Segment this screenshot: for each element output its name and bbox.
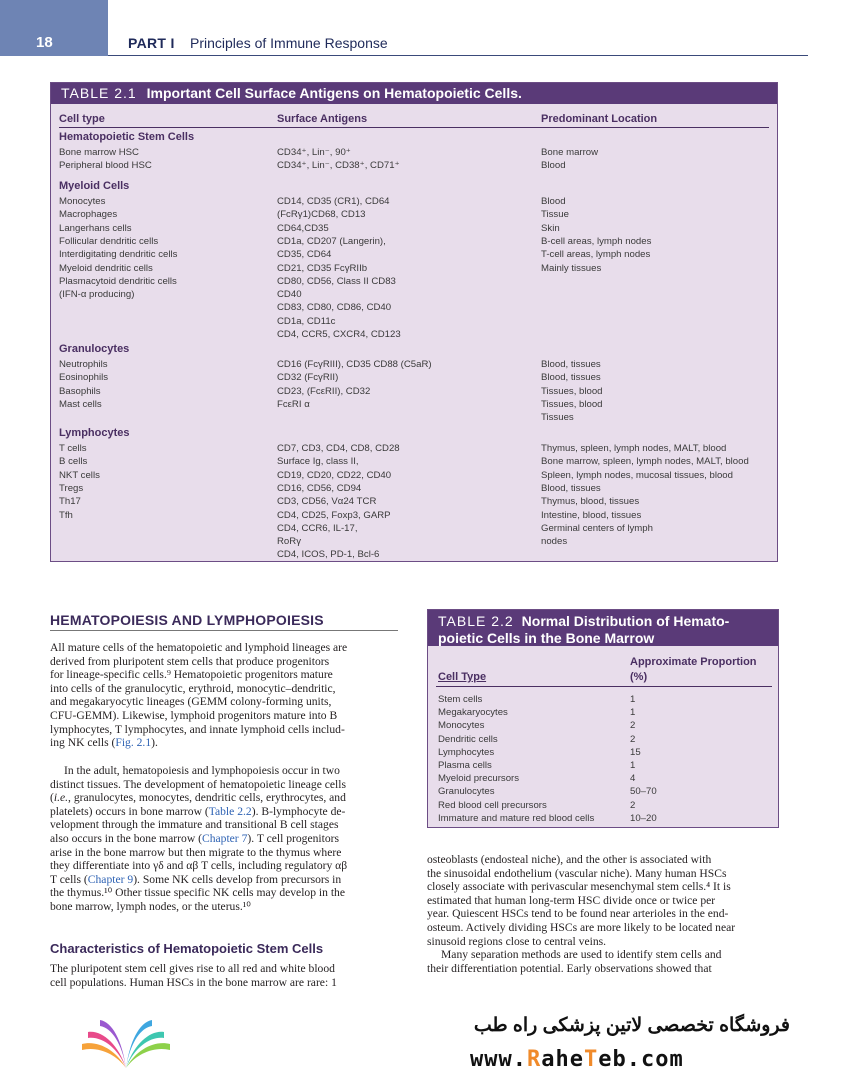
text-run: platelets) occurs in bone marrow ( xyxy=(50,804,209,818)
text-line xyxy=(50,873,398,887)
table-cell-cell-type: Plasma cells xyxy=(438,760,492,771)
table-2-1-title xyxy=(51,83,777,104)
section-heading: HEMATOPOIESIS AND LYMPHOPOIESIS xyxy=(50,612,324,628)
table-2-1 xyxy=(50,82,778,562)
text-line: sinusoid regions close to central veins. xyxy=(427,934,607,948)
table-cell-surface-antigens: CD16 (FcγRIII), CD35 CD88 (C5aR) xyxy=(277,359,432,370)
table-caption-line: Normal Distribution of Hemato- xyxy=(521,613,730,629)
text-line: the sinusoidal endothelium (vascular niche). Many human HSCs xyxy=(427,866,727,880)
table-2-2-title xyxy=(428,610,778,646)
table-cell-cell-type: Th17 xyxy=(59,496,81,508)
table-cell-cell-type: Immature and mature red blood cells xyxy=(438,812,595,824)
table-cell-surface-antigens: CD3, CD56, Vα24 TCR xyxy=(277,496,377,508)
table-cell-surface-antigens: CD4, CCR5, CXCR4, CD123 xyxy=(277,329,401,340)
table-cell-surface-antigens: FcεRI α xyxy=(277,398,310,410)
table-cell-cell-type: Megakaryocytes xyxy=(438,707,508,719)
text-line: their differentiation potential. Early observations showed that xyxy=(427,961,712,975)
text-line: bone marrow, lymph nodes, or the uterus.¹⁰ xyxy=(50,899,251,913)
header-rule xyxy=(436,686,772,687)
table-cell-location: Bone marrow, spleen, lymph nodes, MALT, blood xyxy=(541,456,749,468)
table-2-2 xyxy=(427,609,779,828)
group-heading: Granulocytes xyxy=(59,343,130,355)
table-cell-proportion: 1 xyxy=(630,760,636,771)
table-cell-location: Tissues, blood xyxy=(541,398,603,410)
table-cell-cell-type: Bone marrow HSC xyxy=(59,147,139,158)
text-line: and megakaryocytic lineages (GEMM colony-forming units, xyxy=(50,695,332,709)
text-run: i.e. xyxy=(53,791,69,805)
column-header-location: Predominant Location xyxy=(541,113,658,125)
table-cell-surface-antigens: CD34⁺, Lin⁻, 90⁺ xyxy=(277,147,351,158)
table-cell-cell-type: Interdigitating dendritic cells xyxy=(59,249,178,261)
text-line: into cells of the granulocytic, erythroid, monocytic–dendritic, xyxy=(50,681,336,695)
table-cell-proportion: 1 xyxy=(630,694,636,705)
text-line: Many separation methods are used to identify stem cells and xyxy=(441,948,722,962)
table-cell-surface-antigens: CD32 (FcγRII) xyxy=(277,372,339,384)
table-cell-proportion: 1 xyxy=(630,707,636,719)
column-header-proportion: Approximate Proportion xyxy=(630,656,757,668)
text-line: for lineage-specific cells.⁹ Hematopoietic progenitors mature xyxy=(50,668,333,682)
table-cell-location: Bone marrow xyxy=(541,147,599,158)
table-cell-surface-antigens: Surface Ig, class II, xyxy=(277,456,359,468)
table-cell-location: Blood xyxy=(541,160,566,172)
table-cell-cell-type: Red blood cell precursors xyxy=(438,799,547,811)
table-cell-surface-antigens: CD34⁺, Lin⁻, CD38⁺, CD71⁺ xyxy=(277,160,400,172)
table-cell-surface-antigens: CD19, CD20, CD22, CD40 xyxy=(277,469,392,481)
text-line xyxy=(50,736,398,750)
table-cell-location: Germinal centers of lymph xyxy=(541,522,653,534)
table-cell-location: Blood, tissues xyxy=(541,482,601,494)
text-line: In the adult, hematopoiesis and lymphopoiesis occur in two xyxy=(64,764,340,777)
table-cell-location: B-cell areas, lymph nodes xyxy=(541,235,652,247)
text-line: distinct tissues. The development of hematopoietic lineage cells xyxy=(50,777,346,791)
table-cell-surface-antigens: RoRγ xyxy=(277,536,301,548)
url-part: ahe xyxy=(541,1047,584,1072)
paragraph-1 xyxy=(50,641,398,750)
table-cell-cell-type: Myeloid dendritic cells xyxy=(59,262,153,274)
table-cell-cell-type: Neutrophils xyxy=(59,359,108,370)
shop-name: فروشگاه تخصصی لاتین پزشکی راه طب xyxy=(473,1015,790,1036)
header-rule xyxy=(108,55,808,56)
column-header-percent: (%) xyxy=(630,671,648,683)
part-label: PART I xyxy=(128,35,175,51)
table-caption: Important Cell Surface Antigens on Hematopoietic Cells. xyxy=(146,85,522,101)
table-cell-location: Tissue xyxy=(541,209,569,221)
table-cell-surface-antigens: CD4, CCR6, IL-17, xyxy=(277,522,358,534)
chapter-link[interactable]: Chapter 7 xyxy=(201,831,248,845)
text-line: arise in the bone marrow but then migrate to the thymus where xyxy=(50,845,342,859)
group-heading: Lymphocytes xyxy=(59,427,130,439)
table-cell-surface-antigens: CD35, CD64 xyxy=(277,249,332,261)
page-number: 18 xyxy=(36,34,53,51)
table-cell-location: Thymus, spleen, lymph nodes, MALT, blood xyxy=(541,443,727,454)
text-line: the thymus.¹⁰ Other tissue specific NK cells may develop in the xyxy=(50,886,346,900)
table-cell-surface-antigens: CD23, (FcεRII), CD32 xyxy=(277,385,371,397)
paragraph-3 xyxy=(50,962,398,989)
url-part: T xyxy=(583,1047,599,1072)
figure-link[interactable]: Fig. 2.1 xyxy=(115,736,152,750)
table-cell-surface-antigens: CD64,CD35 xyxy=(277,222,329,234)
table-cell-cell-type: Stem cells xyxy=(438,694,483,705)
table-cell-surface-antigens: CD80, CD56, Class II CD83 xyxy=(277,275,396,287)
column-header-cell-type: Cell type xyxy=(59,113,105,125)
book-logo-icon xyxy=(78,1010,174,1070)
table-cell-surface-antigens: (FcRγ1)CD68, CD13 xyxy=(277,209,366,221)
text-line xyxy=(50,791,398,805)
text-line xyxy=(50,805,398,819)
column-header-surface-antigens: Surface Antigens xyxy=(277,113,368,125)
table-cell-cell-type: Langerhans cells xyxy=(59,222,132,234)
table-cell-surface-antigens: CD21, CD35 FcγRIIb xyxy=(277,262,368,274)
table-cell-cell-type: Macrophages xyxy=(59,209,118,221)
table-cell-cell-type: NKT cells xyxy=(59,469,100,481)
table-cell-location: Blood, tissues xyxy=(541,372,601,384)
page-number-box xyxy=(0,0,108,56)
table-cell-cell-type: Monocytes xyxy=(59,196,106,207)
table-cell-cell-type: Tfh xyxy=(59,509,73,521)
text-line: osteoblasts (endosteal niche), and the other is associated with xyxy=(427,853,712,866)
table-cell-location: Mainly tissues xyxy=(541,262,602,274)
text-run: T cells ( xyxy=(50,872,88,886)
table-cell-surface-antigens: CD14, CD35 (CR1), CD64 xyxy=(277,196,390,207)
text-line: they differentiate into γδ and αβ T cells, including regulatory αβ xyxy=(50,859,348,873)
table-cell-cell-type: Peripheral blood HSC xyxy=(59,160,152,172)
group-heading: Hematopoietic Stem Cells xyxy=(59,131,195,143)
text-line: osteum. Actively dividing HSCs are more likely to be located near xyxy=(427,920,736,934)
table-number: TABLE 2.1 xyxy=(61,85,137,101)
text-line: The pluripotent stem cell gives rise to all red and white blood xyxy=(50,962,335,975)
text-run: ). B-lymphocyte de- xyxy=(251,804,346,818)
paragraph-2 xyxy=(50,764,398,914)
table-cell-cell-type: B cells xyxy=(59,456,88,468)
table-cell-cell-type: T cells xyxy=(59,443,87,454)
text-run: ). Some NK cells develop from precursors in xyxy=(133,872,342,886)
table-cell-cell-type: Myeloid precursors xyxy=(438,773,520,785)
table-cell-surface-antigens: CD40 xyxy=(277,289,302,301)
table-cell-surface-antigens: CD1a, CD207 (Langerin), xyxy=(277,235,386,247)
table-cell-location: nodes xyxy=(541,536,568,548)
group-heading: Myeloid Cells xyxy=(59,180,130,192)
table-cell-proportion: 10–20 xyxy=(630,812,657,824)
table-cell-location: Thymus, blood, tissues xyxy=(541,496,640,508)
table-cell-cell-type: Follicular dendritic cells xyxy=(59,235,159,247)
table-cell-cell-type: Lymphocytes xyxy=(438,746,495,758)
table-cell-cell-type: Plasmacytoid dendritic cells xyxy=(59,275,177,287)
text-run: ). T cell progenitors xyxy=(247,831,340,845)
table-cell-location: Tissues, blood xyxy=(541,385,603,397)
table-cell-location: Blood, tissues xyxy=(541,359,601,370)
table-cell-proportion: 2 xyxy=(630,799,636,811)
table-cell-location: Tissues xyxy=(541,412,574,424)
text-line xyxy=(50,832,398,846)
table-cell-location: Intestine, blood, tissues xyxy=(541,509,642,521)
page-header xyxy=(0,0,844,56)
table-cell-proportion: 15 xyxy=(630,746,641,758)
table-cell-location: Spleen, lymph nodes, mucosal tissues, blood xyxy=(541,469,733,481)
url-part: .com xyxy=(626,1047,684,1072)
table-cell-cell-type: Tregs xyxy=(59,482,84,494)
table-cell-proportion: 50–70 xyxy=(630,786,657,798)
table-cell-cell-type: Granulocytes xyxy=(438,786,495,798)
text-run: ( xyxy=(50,791,54,805)
table-cell-cell-type: Eosinophils xyxy=(59,372,109,384)
table-cell-cell-type: Basophils xyxy=(59,385,101,397)
text-run: , granulocytes, monocytes, dendritic cells, erythrocytes, and xyxy=(68,791,346,805)
subsection-heading: Characteristics of Hematopoietic Stem Cells xyxy=(50,941,324,956)
table-cell-location: Blood xyxy=(541,196,566,207)
table-cell-surface-antigens: CD1a, CD11c xyxy=(277,315,336,327)
table-cell-cell-type: Mast cells xyxy=(59,398,102,410)
table-cell-proportion: 2 xyxy=(630,733,636,745)
text-line: All mature cells of the hematopoietic and lymphoid lineages are xyxy=(50,641,348,654)
header-rule xyxy=(59,127,769,128)
table-cell-surface-antigens: CD16, CD56, CD94 xyxy=(277,482,362,494)
chapter-link[interactable]: Chapter 9 xyxy=(87,872,134,886)
section-rule xyxy=(50,630,398,631)
table-cell-cell-type: (IFN-α producing) xyxy=(59,289,135,301)
text-line: cell populations. Human HSCs in the bone marrow are rare: 1 xyxy=(50,975,337,989)
text-line: year. Quiescent HSCs tend to be found near arterioles in the end- xyxy=(427,907,729,921)
text-line: estimated that human long-term HSC divide once or twice per xyxy=(427,893,716,907)
table-link[interactable]: Table 2.2 xyxy=(208,804,252,818)
text-line: closely associate with perivascular mesenchymal stem cells.⁴ It is xyxy=(427,880,731,894)
table-cell-location: T-cell areas, lymph nodes xyxy=(541,249,651,261)
table-cell-surface-antigens: CD4, ICOS, PD-1, Bcl-6 xyxy=(277,549,380,561)
running-title: Principles of Immune Response xyxy=(190,35,388,51)
text-line: velopment through the immature and transitional B cell stages xyxy=(50,818,339,832)
table-caption-line: poietic Cells in the Bone Marrow xyxy=(438,630,655,646)
paragraph-right xyxy=(427,853,779,975)
text-line: CFU-GEMM). Likewise, lymphoid progenitors mature into B xyxy=(50,708,338,722)
table-cell-location: Skin xyxy=(541,222,560,234)
url-part: R xyxy=(526,1047,542,1072)
table-cell-proportion: 4 xyxy=(630,773,636,785)
url-part: eb xyxy=(598,1047,627,1072)
url-part: www. xyxy=(470,1047,527,1072)
table-cell-surface-antigens: CD83, CD80, CD86, CD40 xyxy=(277,302,392,314)
table-number: TABLE 2.2 xyxy=(438,613,514,629)
table-cell-surface-antigens: CD7, CD3, CD4, CD8, CD28 xyxy=(277,443,400,454)
shop-url xyxy=(470,1047,684,1072)
text-run: ing NK cells ( xyxy=(50,736,116,750)
table-cell-cell-type: Dendritic cells xyxy=(438,733,498,745)
text-run: also occurs in the bone marrow ( xyxy=(50,831,202,845)
table-cell-cell-type: Monocytes xyxy=(438,720,485,732)
column-header-cell-type: Cell Type xyxy=(438,671,487,683)
table-cell-surface-antigens: CD4, CD25, Foxp3, GARP xyxy=(277,509,391,521)
text-line: derived from pluripotent stem cells that produce progenitors xyxy=(50,654,330,668)
text-line: lymphocytes, T lymphocytes, and innate lymphoid cells includ- xyxy=(50,722,345,736)
text-run: ). xyxy=(151,736,158,750)
table-cell-proportion: 2 xyxy=(630,720,636,732)
